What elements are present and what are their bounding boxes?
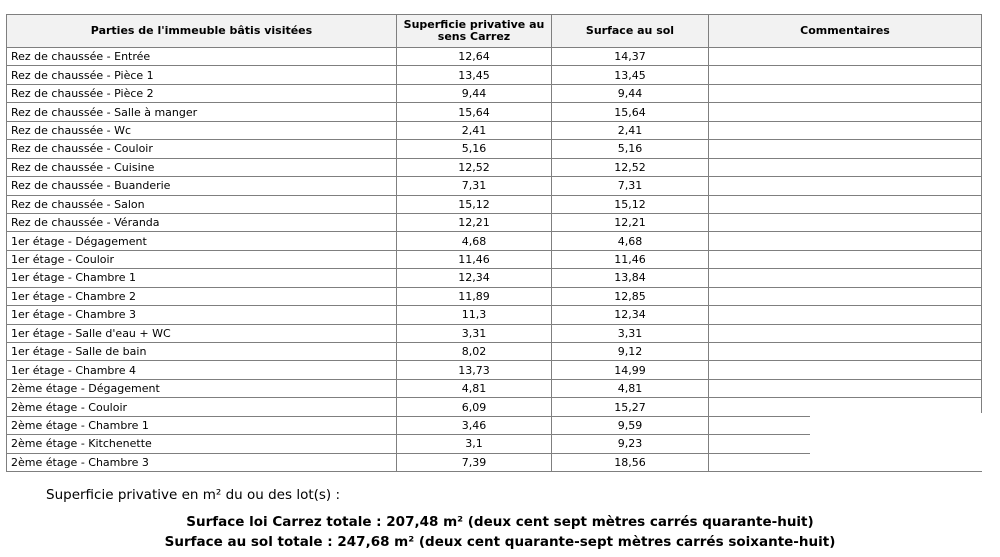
cell-sol: 18,56 bbox=[552, 453, 709, 471]
cell-carrez: 4,68 bbox=[397, 232, 552, 250]
table-row bbox=[7, 66, 982, 84]
cell-sol: 3,31 bbox=[552, 324, 709, 342]
cell-part: 1er étage - Chambre 3 bbox=[7, 306, 397, 324]
cell-carrez: 15,12 bbox=[397, 195, 552, 213]
cell-part: Rez de chaussée - Pièce 1 bbox=[7, 66, 397, 84]
cell-comment bbox=[709, 324, 982, 342]
cell-sol: 5,16 bbox=[552, 140, 709, 158]
cell-comment bbox=[709, 213, 982, 231]
cell-carrez: 9,44 bbox=[397, 84, 552, 102]
header-comments: Commentaires bbox=[709, 15, 982, 48]
cell-carrez: 11,3 bbox=[397, 306, 552, 324]
cell-sol: 15,12 bbox=[552, 195, 709, 213]
cell-carrez: 12,21 bbox=[397, 213, 552, 231]
sol-total: Surface au sol totale : 247,68 m² (deux cent quarante-sept mètres carrés soixante-huit) bbox=[164, 534, 836, 550]
cell-comment bbox=[709, 177, 982, 195]
cell-part: 1er étage - Chambre 4 bbox=[7, 361, 397, 379]
cell-sol: 11,46 bbox=[552, 250, 709, 268]
cell-comment bbox=[709, 103, 982, 121]
cell-part: 1er étage - Chambre 2 bbox=[7, 287, 397, 305]
cell-comment bbox=[709, 361, 982, 379]
cell-carrez: 13,45 bbox=[397, 66, 552, 84]
cell-comment bbox=[709, 269, 982, 287]
cell-part: 2ème étage - Couloir bbox=[7, 398, 397, 416]
cell-sol: 13,84 bbox=[552, 269, 709, 287]
surface-table-container bbox=[6, 14, 981, 472]
cell-sol: 13,45 bbox=[552, 66, 709, 84]
cell-carrez: 3,31 bbox=[397, 324, 552, 342]
cell-sol: 15,64 bbox=[552, 103, 709, 121]
cell-part: Rez de chaussée - Pièce 2 bbox=[7, 84, 397, 102]
cell-carrez: 4,81 bbox=[397, 379, 552, 397]
cell-carrez: 3,46 bbox=[397, 416, 552, 434]
cell-part: Rez de chaussée - Cuisine bbox=[7, 158, 397, 176]
cell-comment bbox=[709, 84, 982, 102]
cell-comment bbox=[709, 48, 982, 66]
cell-comment bbox=[709, 343, 982, 361]
cell-sol: 14,37 bbox=[552, 48, 709, 66]
cell-sol: 12,52 bbox=[552, 158, 709, 176]
table-row bbox=[7, 213, 982, 231]
table-row bbox=[7, 195, 982, 213]
cell-carrez: 3,1 bbox=[397, 435, 552, 453]
table-row bbox=[7, 250, 982, 268]
cell-carrez: 5,16 bbox=[397, 140, 552, 158]
cell-comment bbox=[709, 158, 982, 176]
cell-part: Rez de chaussée - Salon bbox=[7, 195, 397, 213]
table-row bbox=[7, 343, 982, 361]
table-row bbox=[7, 84, 982, 102]
table-row bbox=[7, 140, 982, 158]
cell-carrez: 8,02 bbox=[397, 343, 552, 361]
table-row bbox=[7, 177, 982, 195]
cell-sol: 9,44 bbox=[552, 84, 709, 102]
cell-comment bbox=[709, 195, 982, 213]
table-row bbox=[7, 121, 982, 139]
cell-carrez: 12,34 bbox=[397, 269, 552, 287]
table-row bbox=[7, 361, 982, 379]
summary-label: Superficie privative en m² du ou des lot(s) : bbox=[46, 487, 341, 503]
cell-carrez: 2,41 bbox=[397, 121, 552, 139]
cell-sol: 4,81 bbox=[552, 379, 709, 397]
cell-part: 1er étage - Chambre 1 bbox=[7, 269, 397, 287]
table-row bbox=[7, 103, 982, 121]
header-parts: Parties de l'immeuble bâtis visitées bbox=[7, 15, 397, 48]
cell-carrez: 11,89 bbox=[397, 287, 552, 305]
watermark-overlay bbox=[844, 531, 874, 553]
cell-part: 1er étage - Salle d'eau + WC bbox=[7, 324, 397, 342]
cell-part: Rez de chaussée - Buanderie bbox=[7, 177, 397, 195]
cell-carrez: 7,39 bbox=[397, 453, 552, 471]
carrez-total: Surface loi Carrez totale : 207,48 m² (deux cent sept mètres carrés quarante-huit) bbox=[186, 514, 814, 530]
cell-sol: 2,41 bbox=[552, 121, 709, 139]
cell-part: Rez de chaussée - Véranda bbox=[7, 213, 397, 231]
cell-comment bbox=[709, 287, 982, 305]
cell-sol: 7,31 bbox=[552, 177, 709, 195]
table-row bbox=[7, 306, 982, 324]
table-row bbox=[7, 48, 982, 66]
cell-comment bbox=[709, 232, 982, 250]
cell-carrez: 12,64 bbox=[397, 48, 552, 66]
header-sol: Surface au sol bbox=[552, 15, 709, 48]
cell-part: Rez de chaussée - Couloir bbox=[7, 140, 397, 158]
cell-part: 2ème étage - Kitchenette bbox=[7, 435, 397, 453]
cell-part: 1er étage - Salle de bain bbox=[7, 343, 397, 361]
cell-sol: 9,12 bbox=[552, 343, 709, 361]
cell-carrez: 12,52 bbox=[397, 158, 552, 176]
cell-carrez: 13,73 bbox=[397, 361, 552, 379]
table-row bbox=[7, 324, 982, 342]
cell-carrez: 15,64 bbox=[397, 103, 552, 121]
cell-sol: 12,85 bbox=[552, 287, 709, 305]
table-row bbox=[7, 269, 982, 287]
cell-sol: 9,59 bbox=[552, 416, 709, 434]
cell-part: 1er étage - Couloir bbox=[7, 250, 397, 268]
cell-sol: 9,23 bbox=[552, 435, 709, 453]
cell-comment bbox=[709, 140, 982, 158]
table-row bbox=[7, 158, 982, 176]
whiteout-overlay bbox=[810, 413, 1000, 471]
cell-sol: 12,21 bbox=[552, 213, 709, 231]
cell-comment bbox=[709, 66, 982, 84]
cell-part: Rez de chaussée - Wc bbox=[7, 121, 397, 139]
cell-part: 1er étage - Dégagement bbox=[7, 232, 397, 250]
cell-sol: 12,34 bbox=[552, 306, 709, 324]
surface-table bbox=[6, 14, 982, 472]
cell-carrez: 6,09 bbox=[397, 398, 552, 416]
cell-comment bbox=[709, 250, 982, 268]
cell-comment bbox=[709, 379, 982, 397]
cell-part: Rez de chaussée - Entrée bbox=[7, 48, 397, 66]
cell-comment bbox=[709, 121, 982, 139]
table-row bbox=[7, 232, 982, 250]
cell-comment bbox=[709, 306, 982, 324]
cell-part: 2ème étage - Dégagement bbox=[7, 379, 397, 397]
cell-carrez: 7,31 bbox=[397, 177, 552, 195]
cell-part: 2ème étage - Chambre 3 bbox=[7, 453, 397, 471]
header-carrez: Superficie privative au sens Carrez bbox=[397, 15, 552, 48]
cell-sol: 4,68 bbox=[552, 232, 709, 250]
table-row bbox=[7, 379, 982, 397]
cell-sol: 14,99 bbox=[552, 361, 709, 379]
table-row bbox=[7, 287, 982, 305]
cell-carrez: 11,46 bbox=[397, 250, 552, 268]
cell-sol: 15,27 bbox=[552, 398, 709, 416]
table-header-row bbox=[7, 15, 982, 48]
cell-part: Rez de chaussée - Salle à manger bbox=[7, 103, 397, 121]
cell-part: 2ème étage - Chambre 1 bbox=[7, 416, 397, 434]
